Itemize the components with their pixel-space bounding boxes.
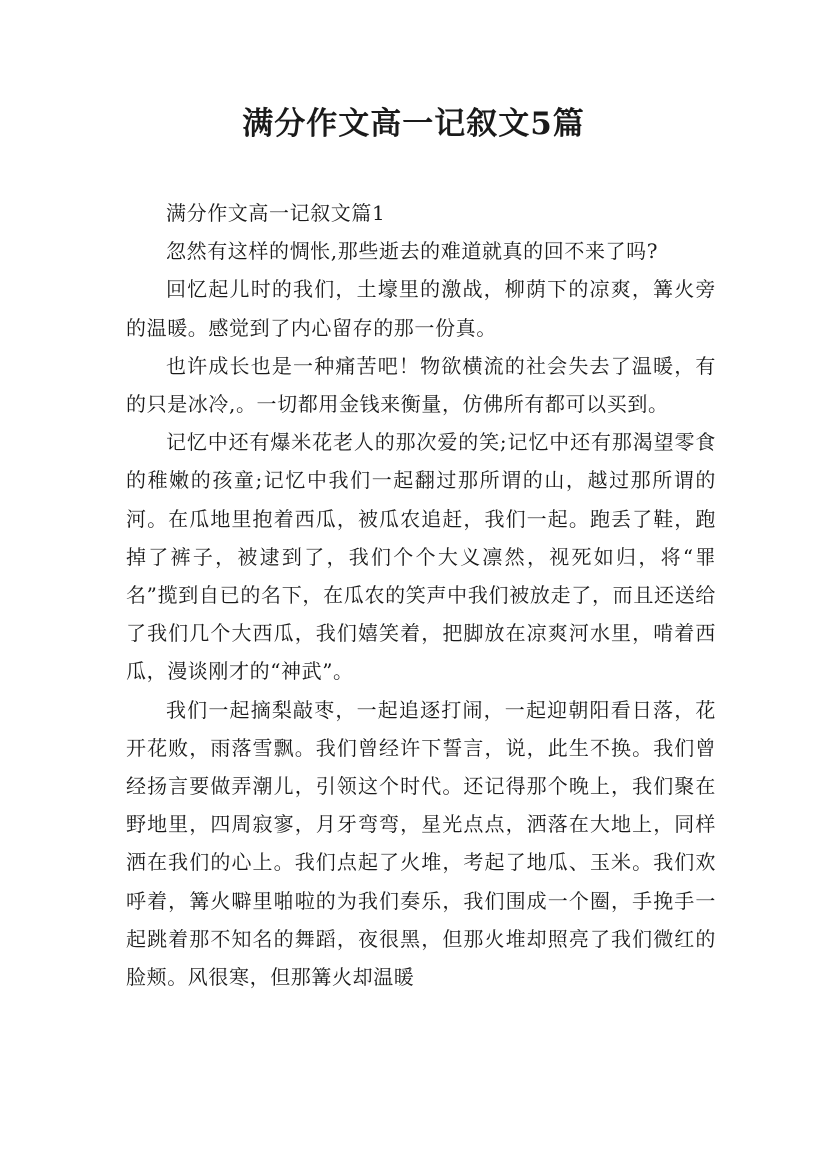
section-heading: 满分作文高一记叙文篇1 [166,201,386,225]
document-title: 满分作文高一记叙文5篇 [242,106,585,142]
paragraph: 忽然有这样的惆怅,那些逝去的难道就真的回不来了吗? [166,239,659,264]
paragraph: 我们一起摘梨敲枣，一起追逐打闹，一起迎朝阳看日落，花开花败，雨落雪飘。我们曾经许下誓言，说，此生不换。我们曾经扬言要做弄潮儿，引领这个时代。还记得那个晚上，我们聚在野地里，四周寂寥，月牙弯弯，星光点点，洒落在大地上，同样洒在我们的心上。我们点起了火堆，考起了地瓜、玉米。我们欢呼着，篝火噼里啪啦的为我们奏乐，我们围成一个圈，手挽手一起跳着那不知名的舞蹈，夜很黑，但那火堆却照亮了我们微红的脸颊。风很寒，但那篝火却温暖 [126,697,716,990]
paragraph: 回忆起儿时的我们，土壕里的激战，柳荫下的凉爽，篝火旁的温暖。感觉到了内心留存的那一份真。 [126,277,716,340]
paragraph: 也许成长也是一种痛苦吧！物欲横流的社会失去了温暖，有的只是冰冷,。一切都用金钱来衡量，仿佛所有都可以买到。 [126,353,716,417]
paragraph: 记忆中还有爆米花老人的那次爱的笑;记忆中还有那渴望零食的稚嫩的孩童;记忆中我们一起翻过那所谓的山，越过那所谓的河。在瓜地里抱着西瓜，被瓜农追赶，我们一起。跑丢了鞋，跑掉了裤子，被逮到了，我们个个大义凛然，视死如归，将“罪名”揽到自已的名下，在瓜农的笑声中我们被放走了，而且还送给了我们几个大西瓜，我们嬉笑着，把脚放在凉爽河水里，啃着西瓜，漫谈刚才的“神武”。 [126,430,716,684]
document-body [126,194,716,996]
